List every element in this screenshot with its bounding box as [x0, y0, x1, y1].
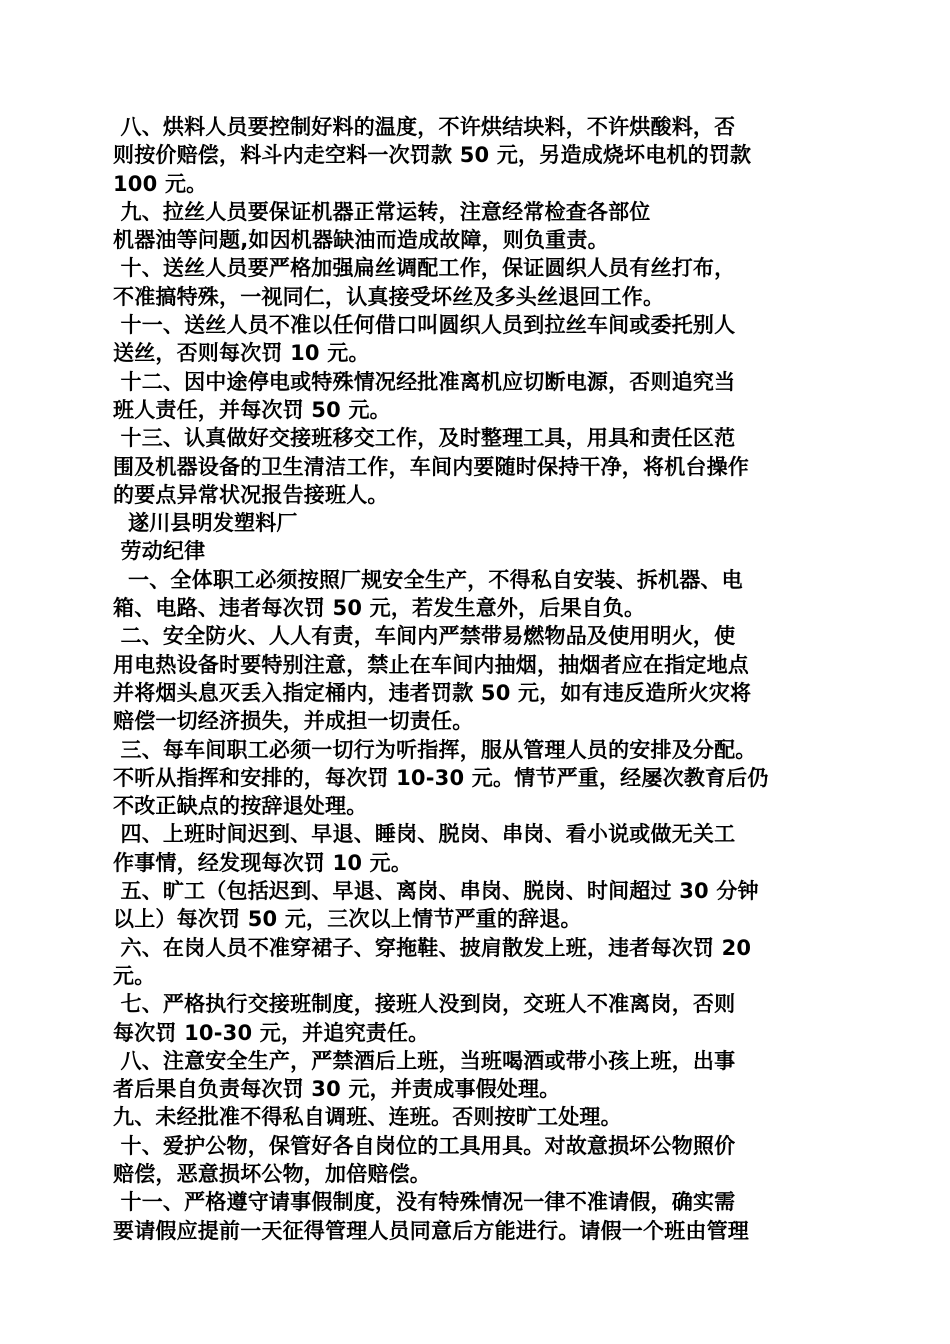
paragraph-line: 四、上班时间迟到、早退、睡岗、脱岗、串岗、看小说或做无关工 — [113, 822, 736, 847]
paragraph-line: 的要点异常状况报告接班人。 — [113, 482, 389, 507]
document-paragraph — [113, 1103, 837, 1131]
paragraph-line: 十二、因中途停电或特殊情况经批准离机应切断电源，否则追究当 — [113, 369, 736, 394]
paragraph-line: 不改正缺点的按辞退处理。 — [113, 794, 368, 819]
paragraph-line: 送丝，否则每次罚 10 元。 — [113, 341, 370, 366]
paragraph-line: 元。 — [113, 963, 156, 988]
paragraph-line: 每次罚 10-30 元，并追究责任。 — [113, 1020, 430, 1045]
document-paragraph — [113, 537, 837, 565]
paragraph-line: 九、拉丝人员要保证机器正常运转，注意经常检查各部位 — [113, 199, 651, 224]
document-paragraph — [113, 113, 837, 198]
document-paragraph — [113, 311, 837, 368]
paragraph-line: 遂川县明发塑料厂 — [113, 511, 298, 536]
paragraph-line: 不听从指挥和安排的，每次罚 10-30 元。情节严重，经屡次教育后仍 — [113, 765, 769, 790]
document-paragraph — [113, 990, 837, 1047]
document-paragraph — [113, 1047, 837, 1104]
paragraph-line: 机器油等问题,如因机器缺油而造成故障，则负重责。 — [113, 228, 609, 253]
paragraph-line: 赔偿，恶意损坏公物，加倍赔偿。 — [113, 1161, 431, 1186]
paragraph-line: 要请假应提前一天征得管理人员同意后方能进行。请假一个班由管理 — [113, 1218, 749, 1243]
paragraph-line: 九、未经批准不得私自调班、连班。否则按旷工处理。 — [113, 1105, 622, 1130]
paragraph-line: 十三、认真做好交接班移交工作，及时整理工具，用具和责任区范 — [113, 426, 736, 451]
paragraph-line: 100 元。 — [113, 171, 208, 196]
paragraph-line: 班人责任，并每次罚 50 元。 — [113, 397, 391, 422]
paragraph-line: 箱、电路、违者每次罚 50 元，若发生意外，后果自负。 — [113, 596, 646, 621]
paragraph-line: 以上）每次罚 50 元，三次以上情节严重的辞退。 — [113, 907, 582, 932]
paragraph-line: 十、爱护公物，保管好各自岗位的工具用具。对故意损坏公物照价 — [113, 1133, 736, 1158]
document-paragraph — [113, 198, 837, 255]
document-paragraph — [113, 566, 837, 623]
document-paragraph — [113, 368, 837, 425]
paragraph-line: 五、旷工（包括迟到、早退、离岗、串岗、脱岗、时间超过 30 分钟 — [113, 879, 759, 904]
paragraph-line: 十一、严格遵守请事假制度，没有特殊情况一律不准请假，确实需 — [113, 1190, 736, 1215]
paragraph-line: 一、全体职工必须按照厂规安全生产，不得私自安装、拆机器、电 — [113, 567, 743, 592]
document-page — [113, 113, 837, 1245]
paragraph-line: 二、安全防火、人人有责，车间内严禁带易燃物品及使用明火，使 — [113, 624, 736, 649]
paragraph-line: 劳动纪律 — [113, 539, 206, 564]
document-paragraph — [113, 736, 837, 821]
paragraph-line: 八、注意安全生产，严禁酒后上班，当班喝酒或带小孩上班，出事 — [113, 1048, 736, 1073]
paragraph-line: 并将烟头息灭丢入指定桶内，违者罚款 50 元，如有违反造所火灾将 — [113, 680, 752, 705]
document-paragraph — [113, 820, 837, 877]
paragraph-line: 赔偿一切经济损失，并成担一切责任。 — [113, 709, 474, 734]
document-paragraph — [113, 254, 837, 311]
document-paragraph — [113, 622, 837, 735]
document-paragraph — [113, 934, 837, 991]
paragraph-line: 用电热设备时要特别注意，禁止在车间内抽烟，抽烟者应在指定地点 — [113, 652, 749, 677]
paragraph-line: 十、送丝人员要严格加强扁丝调配工作，保证圆织人员有丝打布， — [113, 256, 736, 281]
paragraph-line: 围及机器设备的卫生清洁工作，车间内要随时保持干净，将机台操作 — [113, 454, 749, 479]
paragraph-line: 八、烘料人员要控制好料的温度，不许烘结块料，不许烘酸料，否 — [113, 115, 736, 139]
paragraph-line: 六、在岗人员不准穿裙子、穿拖鞋、披肩散发上班，违者每次罚 20 — [113, 935, 752, 960]
document-paragraph — [113, 424, 837, 509]
paragraph-line: 三、每车间职工必须一切行为听指挥，服从管理人员的安排及分配。 — [113, 737, 757, 762]
document-paragraph — [113, 1188, 837, 1245]
document-paragraph — [113, 1132, 837, 1189]
paragraph-line: 十一、送丝人员不准以任何借口叫圆织人员到拉丝车间或委托别人 — [113, 313, 736, 338]
paragraph-line: 则按价赔偿，料斗内走空料一次罚款 50 元，另造成烧坏电机的罚款 — [113, 143, 752, 168]
document-paragraph — [113, 877, 837, 934]
paragraph-line: 者后果自负责每次罚 30 元，并责成事假处理。 — [113, 1077, 561, 1102]
paragraph-line: 不准搞特殊，一视同仁，认真接受坏丝及多头丝退回工作。 — [113, 284, 665, 309]
paragraph-line: 七、严格执行交接班制度，接班人没到岗，交班人不准离岗，否则 — [113, 992, 736, 1017]
document-paragraph — [113, 509, 837, 537]
paragraph-line: 作事情，经发现每次罚 10 元。 — [113, 850, 413, 875]
